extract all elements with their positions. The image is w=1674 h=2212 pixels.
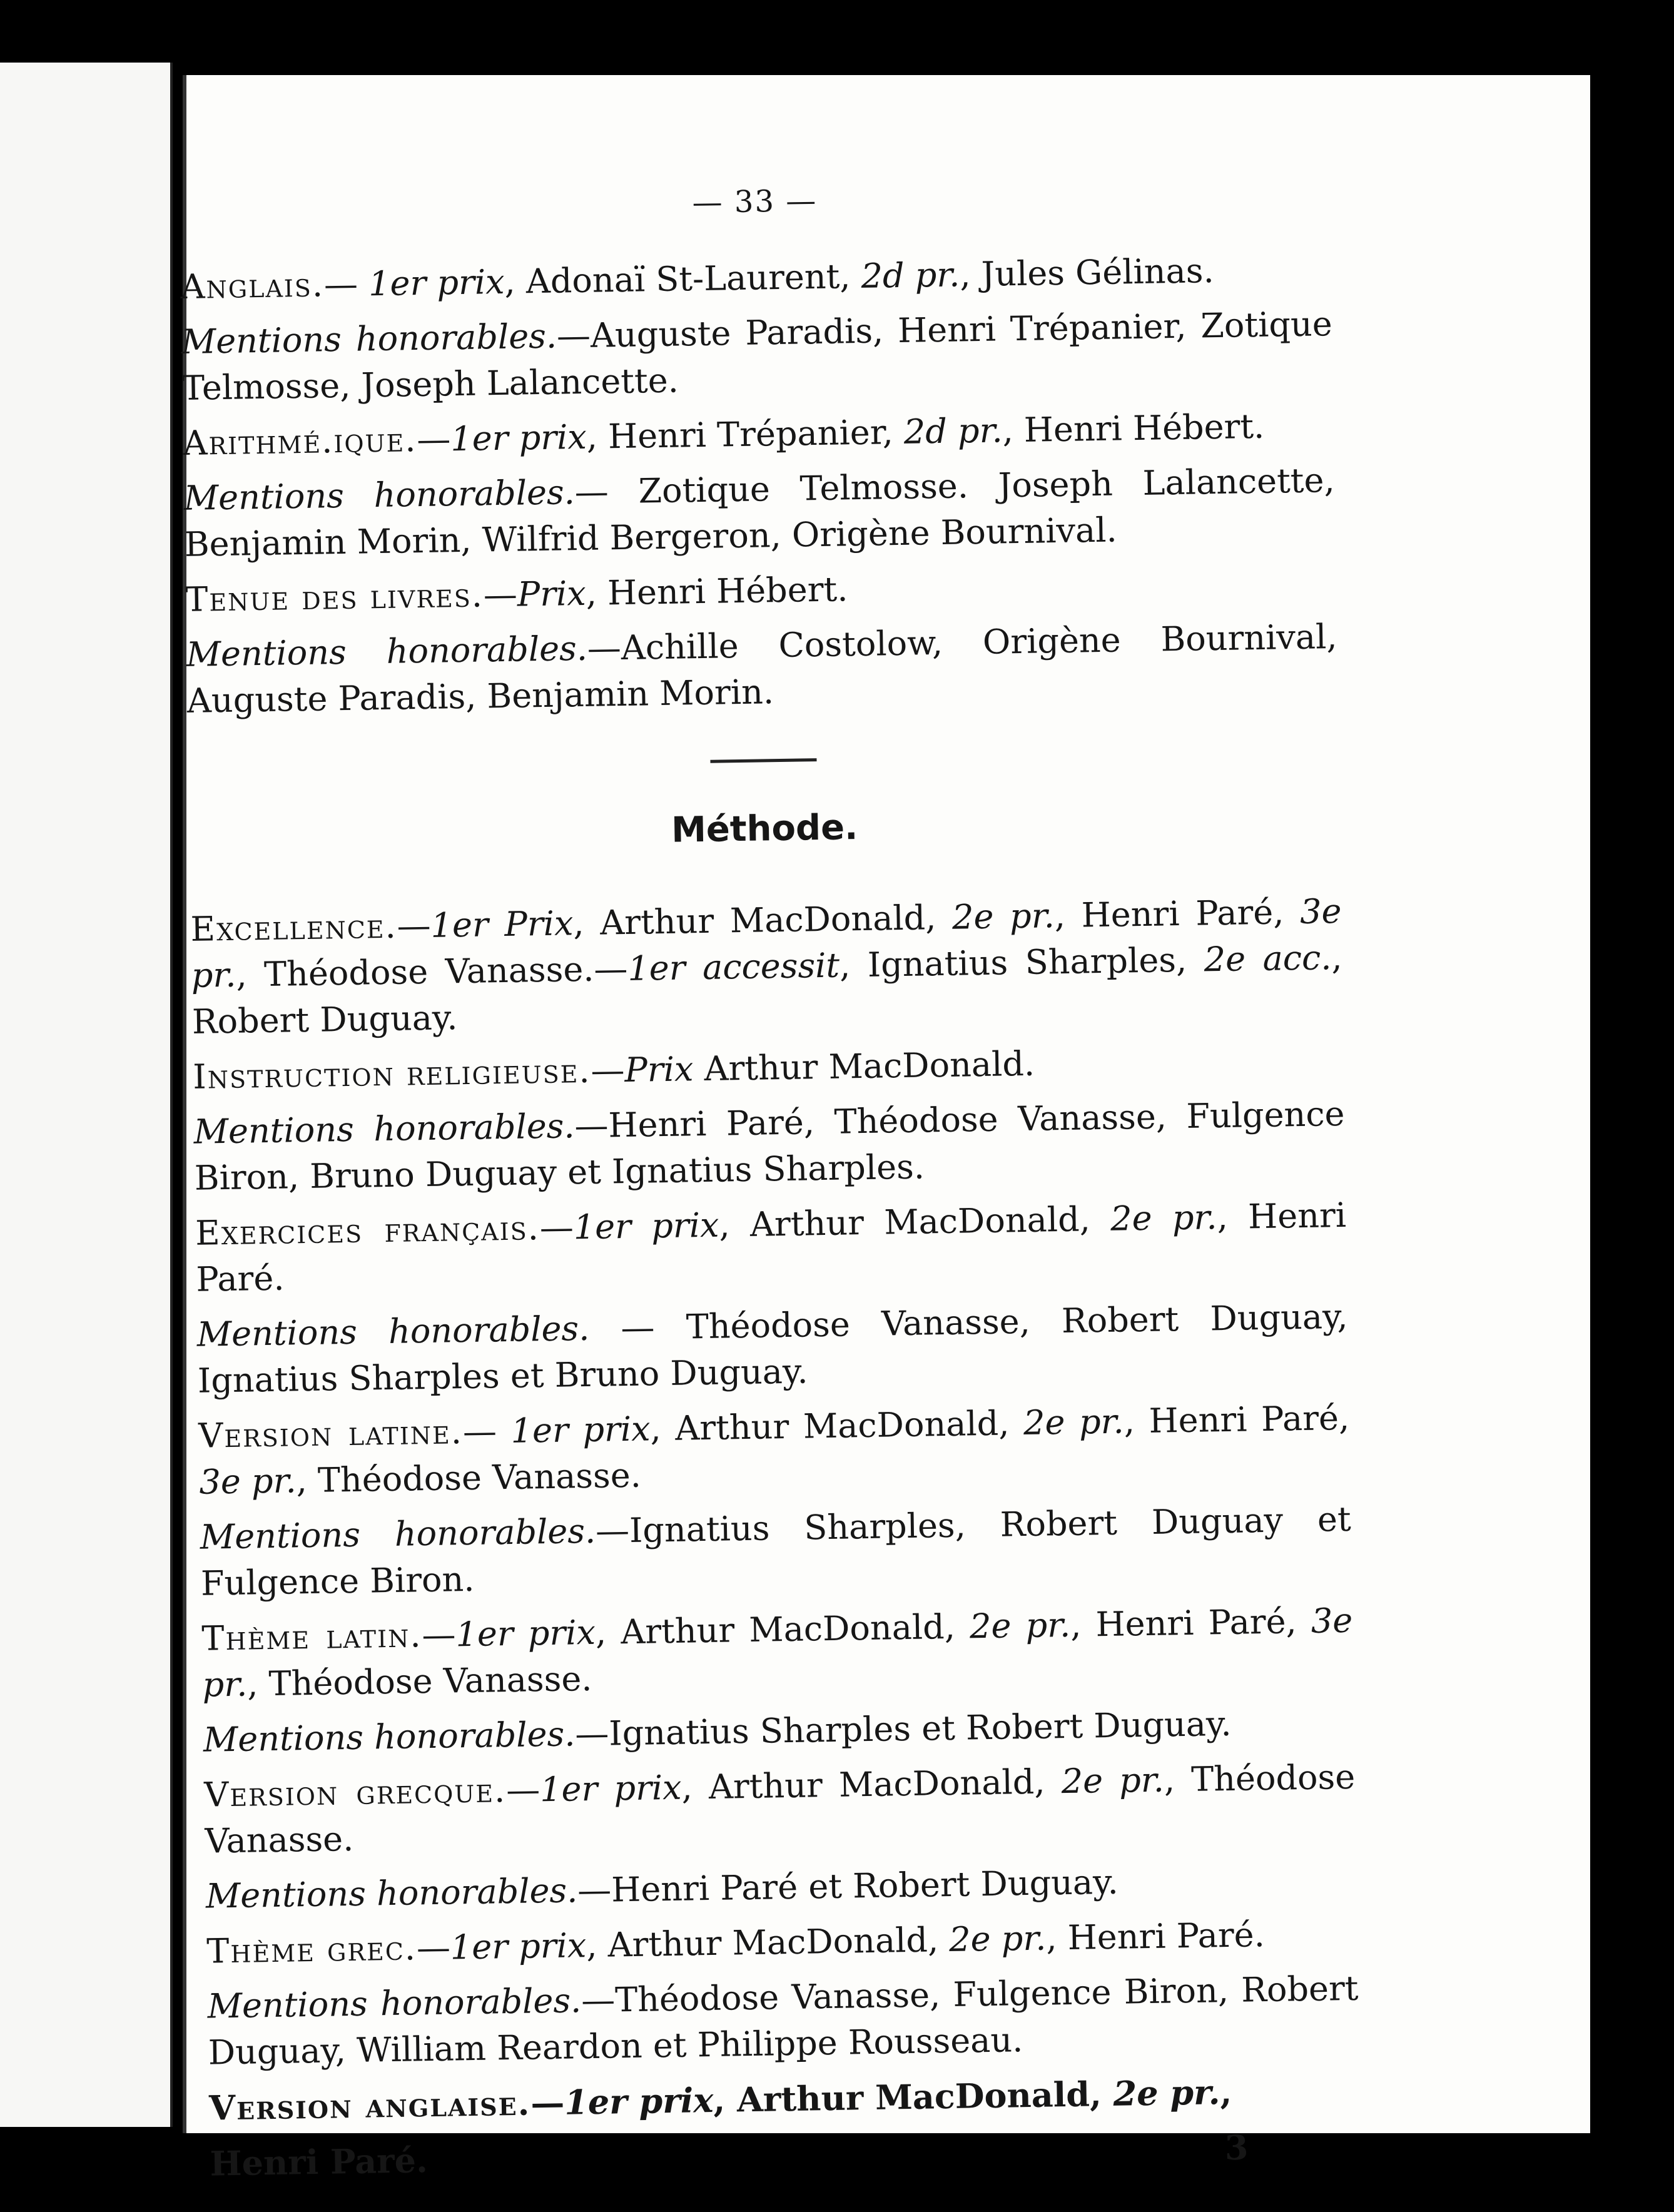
- text-run: , Henri Trépanier,: [586, 412, 905, 457]
- subject-label: Version anglaise.: [208, 2083, 531, 2128]
- subject-label: Thème grec.: [206, 1928, 417, 1971]
- section-prizes-list: [180, 246, 1338, 724]
- text-run: , Théodose Vanasse.: [246, 1658, 592, 1704]
- italic-run: 1er prix: [573, 1205, 719, 1247]
- italic-run: 1er accessit: [627, 945, 840, 988]
- text-run: , Henri Paré,: [1070, 1601, 1312, 1645]
- italic-run: 2e pr.: [951, 896, 1055, 937]
- page-content: [179, 170, 1361, 2187]
- last-line-text: Henri Paré.: [210, 2140, 429, 2184]
- subject-label: Anglais.: [180, 265, 325, 307]
- text-run: —Théodose Vanasse, Fulgence Biron, Robert Duguay, William Reardon et Philippe Rousseau.: [208, 1968, 1359, 2072]
- text-run: , Théodose Vanasse.: [205, 1757, 1356, 1861]
- italic-run: Mentions honorables.: [200, 1511, 596, 1557]
- italic-run: Prix: [517, 573, 587, 614]
- text-run: , Arthur MacDonald,: [718, 1199, 1111, 1245]
- prize-entry: [201, 1598, 1354, 1708]
- prize-entry: [193, 1036, 1344, 1100]
- italic-run: 1er prix: [450, 1925, 587, 1967]
- italic-run: Mentions honorables.: [183, 472, 576, 518]
- subject-label: Thème latin.: [201, 1615, 423, 1658]
- italic-run: 1er prix: [539, 1767, 682, 1810]
- subject-label: Exercices français.: [195, 1208, 540, 1253]
- italic-run: 1er prix: [450, 417, 587, 459]
- text-run: ,: [1219, 2071, 1232, 2113]
- text-run: , Arthur MacDonald,: [650, 1403, 1024, 1449]
- text-run: , Henri Paré,: [1124, 1398, 1350, 1441]
- prize-entry: [186, 614, 1338, 724]
- italic-run: Prix: [624, 1049, 694, 1090]
- subject-label: Version latine.: [198, 1412, 464, 1456]
- text-run: , Arthur MacDonald,: [572, 897, 953, 943]
- separator: —: [591, 1050, 626, 1090]
- subject-label: Version grecque.: [203, 1770, 507, 1815]
- italic-run: Mentions honorables.: [207, 1981, 582, 2026]
- prize-entry: [180, 246, 1332, 310]
- prize-entry: [181, 301, 1333, 412]
- italic-run: Mentions honorables.: [205, 1870, 578, 1916]
- text-run: , Henri Hébert.: [586, 569, 848, 613]
- text-run: , Arthur MacDonald,: [681, 1762, 1062, 1807]
- italic-run: 2e pr.: [1110, 1197, 1218, 1239]
- italic-run: Mentions honorables.: [196, 1308, 590, 1354]
- prize-entry: [196, 1294, 1349, 1404]
- prize-entry: [183, 402, 1334, 467]
- italic-run: 2d pr.: [903, 410, 1003, 452]
- text-run: , Henri Paré.: [195, 1195, 1347, 1299]
- section-heading: Méthode.: [671, 807, 858, 851]
- text-run: — Théodose Vanasse, Robert Duguay, Ignatius Sharples et Bruno Duguay.: [197, 1296, 1349, 1401]
- methode-prizes-list: [190, 888, 1359, 2076]
- italic-run: 2e pr.: [969, 1605, 1071, 1646]
- italic-run: 1er prix: [564, 2079, 714, 2123]
- separator: —: [539, 1207, 574, 1248]
- prize-entry: [190, 888, 1343, 1045]
- prize-entry: [198, 1395, 1351, 1506]
- italic-run: 2e pr.: [1113, 2072, 1220, 2114]
- text-run: , Robert Duguay.: [191, 937, 1343, 1042]
- text-run: , Arthur MacDonald,: [713, 2073, 1114, 2120]
- prize-entry: [183, 457, 1336, 568]
- italic-run: Mentions honorables.: [186, 628, 588, 674]
- text-run: , Henri Paré.: [1045, 1915, 1266, 1958]
- separator: —: [323, 264, 369, 305]
- text-run: , Arthur MacDonald,: [586, 1920, 950, 1966]
- separator: —: [483, 574, 518, 615]
- text-run: —Ignatius Sharples, Robert Duguay et Fulgence Biron.: [200, 1499, 1352, 1603]
- signature-mark: 3: [1224, 2127, 1249, 2168]
- subject-label: Arithmé.ique.: [182, 420, 417, 463]
- italic-run: 1er prix: [368, 261, 505, 304]
- section-divider: [710, 758, 816, 763]
- separator: —: [505, 1770, 540, 1810]
- italic-run: 3e pr.: [202, 1600, 1353, 1705]
- subject-label: Tenue des livres.: [185, 575, 484, 619]
- text-run: , Théodose Vanasse.: [296, 1455, 642, 1501]
- italic-run: Mentions honorables.: [193, 1106, 575, 1152]
- italic-run: 1er Prix: [430, 903, 574, 945]
- subject-label: Excellence.: [190, 906, 398, 949]
- text-run: , Théodose Vanasse.—: [235, 948, 628, 995]
- text-run: , Jules Gélinas.: [959, 251, 1215, 295]
- italic-run: Mentions honorables.: [181, 316, 557, 362]
- prize-entry: [195, 1192, 1347, 1303]
- prize-entry: [185, 559, 1337, 623]
- prize-entry: [204, 1754, 1356, 1865]
- text-run: —Achille Costolow, Origène Bournival, Auguste Paradis, Benjamin Morin.: [186, 617, 1337, 721]
- separator: —: [462, 1411, 512, 1452]
- prize-entry: [193, 1091, 1346, 1202]
- prize-entry: [206, 1910, 1358, 1975]
- text-run: —Henri Paré et Robert Duguay.: [577, 1862, 1119, 1910]
- prize-entry-last: [209, 2067, 1361, 2132]
- italic-run: Mentions honorables.: [203, 1714, 576, 1760]
- prize-entry: [203, 1699, 1354, 1763]
- last-line-row: [210, 2123, 1361, 2187]
- text-run: —Ignatius Sharples et Robert Duguay.: [574, 1703, 1232, 1754]
- text-run: , Ignatius Sharples,: [839, 940, 1205, 985]
- text-run: — Zotique Telmosse. Joseph Lalancette, Benjamin Morin, Wilfrid Bergeron, Origène Bournival.: [184, 460, 1336, 564]
- separator: —: [397, 905, 432, 946]
- italic-run: 2d pr.: [861, 255, 960, 296]
- text-run: Arthur MacDonald.: [692, 1043, 1035, 1089]
- separator: —: [530, 2082, 565, 2123]
- prize-entry: [200, 1496, 1352, 1607]
- italic-run: 2e pr.: [1061, 1760, 1165, 1802]
- separator: —: [416, 419, 451, 460]
- italic-run: 2e acc.: [1204, 938, 1332, 980]
- text-run: , Henri Hébert.: [1002, 406, 1265, 450]
- italic-run: 1er prix: [455, 1612, 596, 1655]
- text-run: , Adonaï St-Laurent,: [504, 256, 862, 302]
- italic-run: 2e pr.: [948, 1918, 1047, 1960]
- italic-run: 3e pr.: [191, 891, 1342, 995]
- prize-entry: [205, 1855, 1357, 1920]
- text-run: —Henri Paré, Théodose Vanasse, Fulgence Biron, Bruno Duguay et Ignatius Sharples.: [194, 1093, 1345, 1198]
- page-number: — 33 —: [692, 183, 818, 221]
- separator: —: [422, 1615, 457, 1655]
- italic-run: 1er prix: [510, 1409, 651, 1451]
- left-page-edge: [0, 63, 173, 2127]
- subject-label: Instruction religieuse.: [192, 1050, 592, 1097]
- text-run: , Henri Paré,: [1054, 891, 1301, 936]
- italic-run: 2e pr.: [1023, 1401, 1125, 1443]
- italic-run: 3e pr.: [199, 1461, 297, 1502]
- separator: —: [416, 1927, 451, 1968]
- text-run: , Arthur MacDonald,: [595, 1606, 970, 1652]
- text-run: —Auguste Paradis, Henri Trépanier, Zotique Telmosse, Joseph Lalancette.: [181, 304, 1333, 408]
- prize-entry: [207, 1966, 1359, 2076]
